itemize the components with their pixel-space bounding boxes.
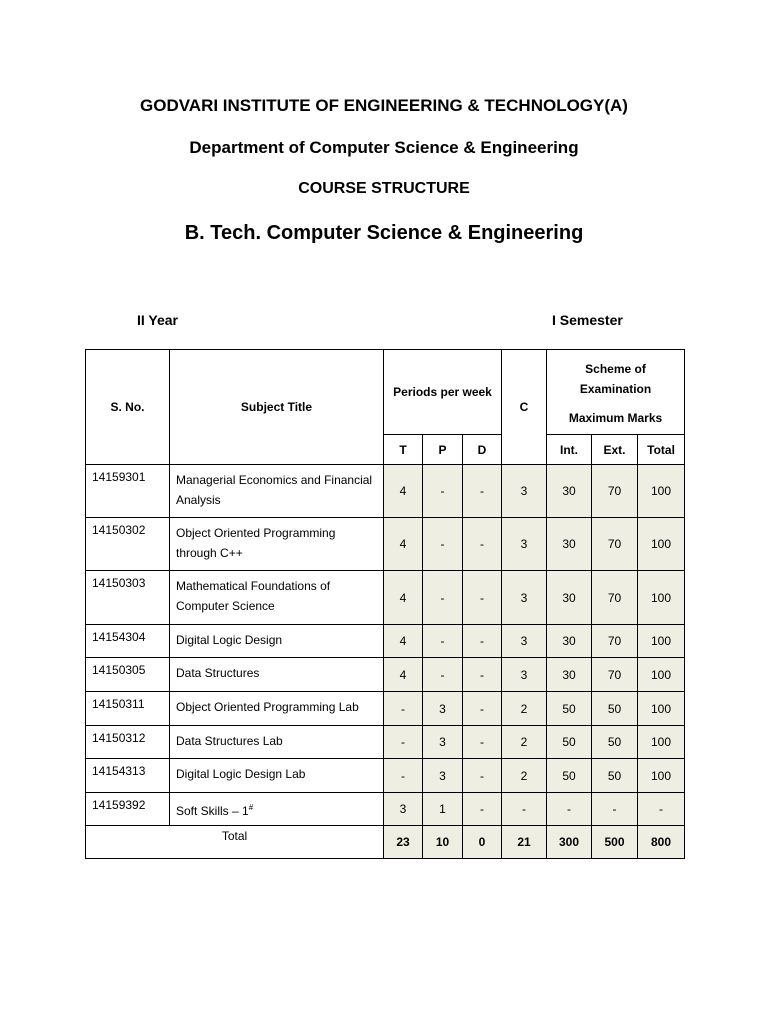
- cell-ext: 50: [592, 726, 638, 759]
- cell-total: 100: [638, 658, 685, 692]
- subject-title-text: Managerial Economics and Financial Analysis: [176, 473, 373, 507]
- cell-int: 50: [547, 759, 592, 793]
- institute-name: GODVARI INSTITUTE OF ENGINEERING & TECHNOLOGY(A): [140, 96, 628, 115]
- semester-label: I Semester: [552, 312, 623, 328]
- cell-total: 100: [638, 625, 685, 658]
- cell-d: -: [463, 518, 502, 571]
- cell-int: 30: [547, 571, 592, 625]
- header-scheme-line1: Scheme of: [585, 362, 646, 376]
- cell-d: -: [463, 692, 502, 726]
- cell-p: -: [423, 658, 463, 692]
- cell-ext: 70: [592, 518, 638, 571]
- cell-t: 4: [384, 571, 423, 625]
- cell-int: 30: [547, 625, 592, 658]
- total-total: 800: [638, 826, 685, 859]
- cell-p: -: [423, 465, 463, 518]
- cell-total: 100: [638, 571, 685, 625]
- cell-ext: 70: [592, 658, 638, 692]
- subject-title-text: Data Structures Lab: [176, 734, 283, 748]
- subject-title: [170, 571, 384, 625]
- total-ext: 500: [592, 826, 638, 859]
- subject-title: [170, 518, 384, 571]
- subject-title: [170, 625, 384, 658]
- cell-ext: 50: [592, 692, 638, 726]
- cell-t: -: [384, 692, 423, 726]
- header-max-marks: Maximum Marks: [568, 411, 663, 425]
- course-table: [85, 349, 685, 859]
- total-int: 300: [547, 826, 592, 859]
- subject-code: 14150303: [86, 571, 170, 625]
- total-p: 10: [423, 826, 463, 859]
- cell-p: 3: [423, 759, 463, 793]
- subject-title: [170, 759, 384, 793]
- cell-c: 2: [502, 692, 547, 726]
- cell-c: -: [502, 793, 547, 826]
- totals-label: Total: [86, 826, 384, 859]
- cell-d: -: [463, 793, 502, 826]
- subject-code: 14150302: [86, 518, 170, 571]
- cell-c: 3: [502, 465, 547, 518]
- cell-t: 4: [384, 465, 423, 518]
- cell-c: 3: [502, 625, 547, 658]
- subject-code: 14154304: [86, 625, 170, 658]
- table-row: [86, 692, 685, 726]
- cell-total: 100: [638, 465, 685, 518]
- subject-code: 14159392: [86, 793, 170, 826]
- total-d: 0: [463, 826, 502, 859]
- subject-code: 14154313: [86, 759, 170, 793]
- header-scheme: [547, 350, 685, 435]
- cell-t: 4: [384, 658, 423, 692]
- cell-p: -: [423, 625, 463, 658]
- cell-d: -: [463, 465, 502, 518]
- cell-ext: 70: [592, 625, 638, 658]
- cell-d: -: [463, 759, 502, 793]
- cell-d: -: [463, 625, 502, 658]
- subject-title-text: Mathematical Foundations of Computer Science: [176, 579, 331, 613]
- cell-t: 3: [384, 793, 423, 826]
- totals-row: [86, 826, 685, 859]
- cell-int: -: [547, 793, 592, 826]
- header-total: Total: [638, 435, 685, 465]
- table-row: [86, 793, 685, 826]
- cell-ext: 70: [592, 465, 638, 518]
- subject-code: 14150312: [86, 726, 170, 759]
- cell-c: 3: [502, 518, 547, 571]
- subject-title-text: Digital Logic Design: [176, 633, 283, 647]
- cell-int: 30: [547, 518, 592, 571]
- header-ext: Ext.: [592, 435, 638, 465]
- cell-p: 3: [423, 692, 463, 726]
- year-label: II Year: [137, 312, 179, 328]
- subject-title: [170, 658, 384, 692]
- header-subject: Subject Title: [170, 350, 384, 465]
- header-periods: Periods per week: [384, 350, 502, 435]
- cell-c: 3: [502, 658, 547, 692]
- header-sno: S. No.: [86, 350, 170, 465]
- table-row: [86, 658, 685, 692]
- cell-ext: -: [592, 793, 638, 826]
- total-t: 23: [384, 826, 423, 859]
- program-title: B. Tech. Computer Science & Engineering: [184, 222, 584, 244]
- cell-int: 30: [547, 658, 592, 692]
- cell-p: 1: [423, 793, 463, 826]
- cell-total: 100: [638, 759, 685, 793]
- doc-title: COURSE STRUCTURE: [298, 180, 470, 197]
- header-t: T: [384, 435, 423, 465]
- cell-c: 2: [502, 759, 547, 793]
- table-row: [86, 759, 685, 793]
- subject-title-text: Object Oriented Programming Lab: [176, 700, 359, 714]
- department-name: Department of Computer Science & Engineering: [189, 138, 579, 157]
- cell-t: -: [384, 759, 423, 793]
- table-row: [86, 465, 685, 518]
- header-d: D: [463, 435, 502, 465]
- cell-ext: 50: [592, 759, 638, 793]
- total-c: 21: [502, 826, 547, 859]
- subject-title: [170, 726, 384, 759]
- cell-d: -: [463, 658, 502, 692]
- cell-p: -: [423, 518, 463, 571]
- subject-title: [170, 465, 384, 518]
- cell-p: -: [423, 571, 463, 625]
- subject-title: [170, 692, 384, 726]
- cell-total: 100: [638, 692, 685, 726]
- cell-ext: 70: [592, 571, 638, 625]
- cell-total: -: [638, 793, 685, 826]
- cell-c: 2: [502, 726, 547, 759]
- table-row: [86, 571, 685, 625]
- cell-d: -: [463, 726, 502, 759]
- subject-code: 14150305: [86, 658, 170, 692]
- cell-p: 3: [423, 726, 463, 759]
- header-credits: C: [502, 350, 547, 465]
- subject-code: 14159301: [86, 465, 170, 518]
- table-row: [86, 625, 685, 658]
- table-row: [86, 518, 685, 571]
- table-row: [86, 726, 685, 759]
- subject-title-text: Digital Logic Design Lab: [176, 767, 306, 781]
- subject-title: [170, 793, 384, 826]
- cell-int: 50: [547, 726, 592, 759]
- cell-d: -: [463, 571, 502, 625]
- subject-title-text: Soft Skills – 1: [176, 804, 249, 818]
- header-scheme-line2: Examination: [579, 382, 652, 396]
- subject-footnote-mark: #: [248, 803, 254, 812]
- cell-t: -: [384, 726, 423, 759]
- cell-total: 100: [638, 726, 685, 759]
- header-int: Int.: [547, 435, 592, 465]
- subject-code: 14150311: [86, 692, 170, 726]
- cell-t: 4: [384, 625, 423, 658]
- header-p: P: [423, 435, 463, 465]
- subject-title-text: Data Structures: [176, 666, 260, 680]
- cell-total: 100: [638, 518, 685, 571]
- cell-t: 4: [384, 518, 423, 571]
- cell-int: 30: [547, 465, 592, 518]
- subject-title-text: Object Oriented Programming through C++: [176, 526, 336, 560]
- cell-c: 3: [502, 571, 547, 625]
- cell-int: 50: [547, 692, 592, 726]
